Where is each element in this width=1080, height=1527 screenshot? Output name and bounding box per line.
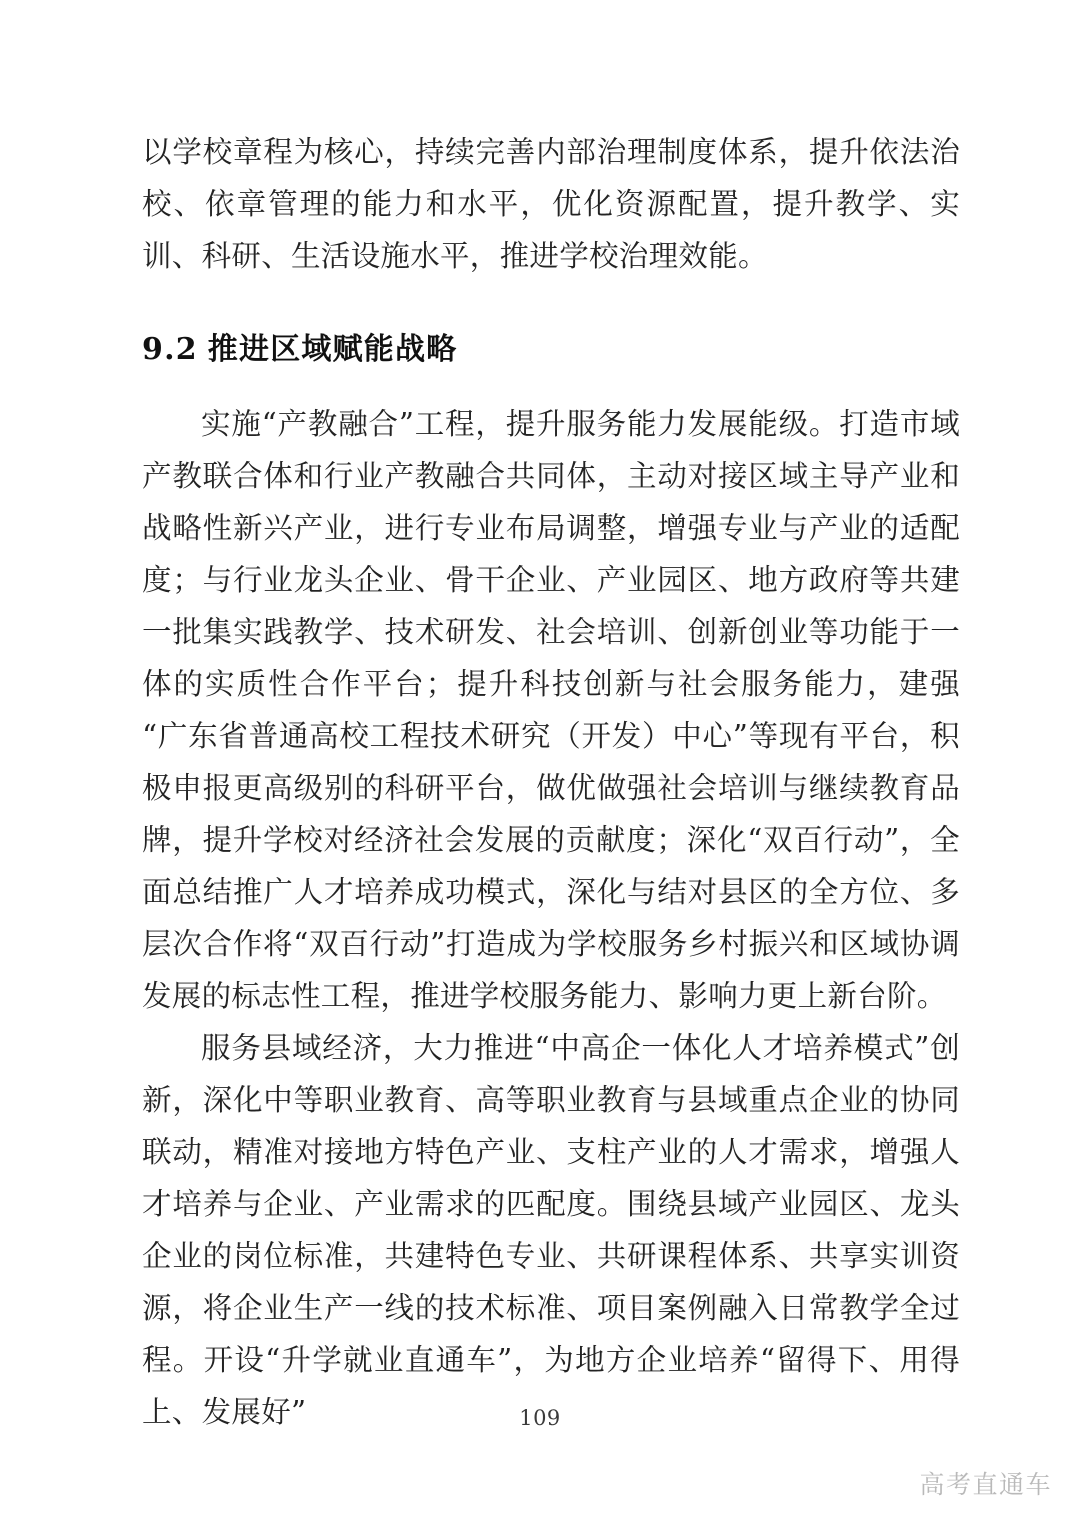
section-heading (142, 298, 960, 398)
section-heading-title: 推进区域赋能战略 (207, 332, 458, 367)
paragraph-continued-from-previous-page: 以学校章程为核心，持续完善内部治理制度体系，提升依法治校、依章管理的能力和水平，优化资源配置，提升教学、实训、科研、生活设施水平，推进学校治理效能。 (142, 135, 960, 273)
watermark-label: 高考直通车 (919, 1470, 1052, 1499)
page-number: 109 (519, 1406, 561, 1430)
body-paragraph-2: 服务县域经济，大力推进“中高企一体化人才培养模式”创新，深化中等职业教育、高等职业教育与县域重点企业的协同联动，精准对接地方特色产业、支柱产业的人才需求，增强人才培养与企业、产业需求的匹配度。围绕县域产业园区、龙头企业的岗位标准，共建特色专业、共研课程体系、共享实训资源，将企业生产一线的技术标准、项目案例融入日常教学全过程。开设“升学就业直通车”，为地方企业培养“留得下、用得上、发展好” (142, 1031, 960, 1429)
section-heading-number: 9.2 (142, 332, 198, 367)
text-column (142, 126, 960, 1438)
heading-top-spacer (142, 282, 960, 298)
body-paragraph-1: 实施“产教融合”工程，提升服务能力发展能级。打造市域产教联合体和行业产教融合共同体，主动对接区域主导产业和战略性新兴产业，进行专业布局调整，增强专业与产业的适配度；与行业龙头企业、骨干企业、产业园区、地方政府等共建一批集实践教学、技术研发、社会培训、创新创业等功能于一体的实质性合作平台；提升科技创新与社会服务能力，建强“广东省普通高校工程技术研究（开发）中心”等现有平台，积极申报更高级别的科研平台，做优做强社会培训与继续教育品牌，提升学校对经济社会发展的贡献度；深化“双百行动”，全面总结推广人才培养成功模式，深化与结对县区的全方位、多层次合作将“双百行动”打造成为学校服务乡村振兴和区域协调发展的标志性工程，推进学校服务能力、影响力更上新台阶。 (142, 407, 960, 1013)
